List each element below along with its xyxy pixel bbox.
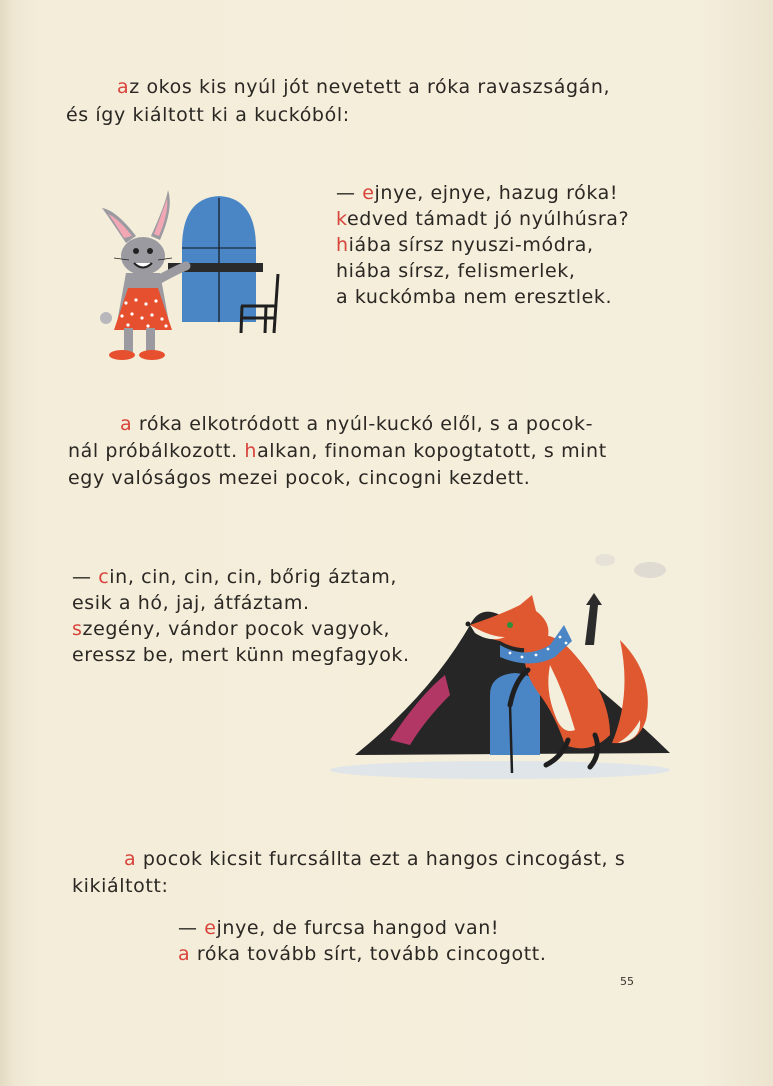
dialogue-line-2: [178, 941, 546, 968]
fox-verse-line-2: esik a hó, jaj, átfáztam.: [72, 592, 310, 614]
paragraph-3-line-1: [124, 846, 625, 873]
text-run: edved támadt jó nyúlhúsra?: [346, 208, 630, 230]
fox-verse-line-3: [72, 616, 390, 643]
dash: —: [178, 917, 205, 939]
red-initial: e: [362, 182, 375, 204]
text-run: jnye, de furcsa hangod van!: [216, 917, 500, 939]
fox-illustration: [350, 545, 680, 785]
paragraph-3-line-2: kikiáltott:: [72, 875, 169, 897]
red-initial: e: [204, 917, 217, 939]
rabbit-illustration: [96, 188, 286, 373]
red-initial: h: [336, 234, 349, 256]
paragraph-1-line-1: [117, 74, 610, 101]
fox-verse-line-4: eressz be, mert künn megfagyok.: [72, 644, 410, 666]
text-run: alkan, finoman kopogtatott, s mint: [257, 440, 607, 462]
red-initial: a: [178, 943, 191, 965]
red-initial: s: [72, 618, 83, 640]
text-run: pocok kicsit furcsállta ezt a hangos cincogást, s: [136, 848, 626, 870]
paragraph-2-line-2: [68, 438, 607, 465]
rabbit-verse-line-3: [336, 232, 594, 259]
paragraph-2-line-3: egy valóságos mezei pocok, cincogni kezdett.: [68, 467, 531, 489]
text-run: zegény, vándor pocok vagyok,: [82, 618, 391, 640]
text-run: z okos kis nyúl jót nevetett a róka ravaszságán,: [129, 76, 611, 98]
text-run: nál próbálkozott.: [68, 440, 245, 462]
rabbit-verse-line-5: a kuckómba nem eresztlek.: [336, 286, 613, 308]
text-run: iába sírsz nyuszi-módra,: [348, 234, 594, 256]
fox-verse-line-1: [72, 564, 397, 591]
red-initial: h: [244, 440, 258, 462]
paragraph-1-line-2: és így kiáltott ki a kuckóból:: [66, 104, 350, 126]
page-number: 55: [620, 975, 634, 988]
text-run: róka elkotródott a nyúl-kuckó elől, s a pocok-: [132, 413, 594, 435]
red-initial: a: [120, 413, 133, 435]
text-run: jnye, ejnye, hazug róka!: [374, 182, 619, 204]
dialogue-line-1: [178, 915, 499, 942]
red-initial: a: [117, 76, 130, 98]
rabbit-verse-line-2: [336, 206, 629, 233]
text-run: róka tovább sírt, tovább cincogott.: [190, 943, 547, 965]
paragraph-2-line-1: [120, 411, 593, 438]
red-initial: a: [124, 848, 137, 870]
red-initial: k: [336, 208, 347, 230]
text-run: in, cin, cin, cin, bőrig áztam,: [109, 566, 397, 588]
dash: —: [336, 182, 363, 204]
red-initial: c: [98, 566, 110, 588]
rabbit-verse-line-1: [336, 180, 618, 207]
dash: —: [72, 566, 99, 588]
rabbit-verse-line-4: hiába sírsz, felismerlek,: [336, 260, 576, 282]
